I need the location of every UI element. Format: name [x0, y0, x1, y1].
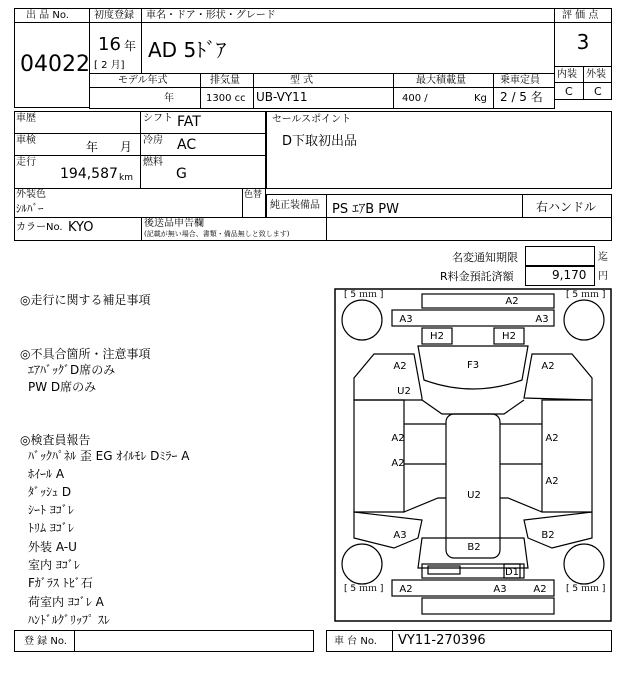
capacity-label: 乗車定員 [500, 75, 540, 86]
sales-point-label: セールスポイント [272, 114, 352, 125]
defect-line: PW D席のみ [28, 380, 97, 394]
mark-headlight-right: H2 [502, 331, 516, 342]
model-year-value: 年 [164, 93, 174, 104]
mark-front-right: A3 [535, 314, 549, 325]
inspector-line: ﾀﾞｯｼｭ D [28, 485, 72, 499]
defect-line: ｴｱﾊﾞｯｸﾞD席のみ [28, 363, 116, 377]
name-change-label: 名変通知期限 [452, 251, 518, 264]
inspector-line: ｼｰﾄ ﾖｺﾞﾚ [28, 503, 74, 517]
mark-door-rl: A2 [391, 458, 405, 469]
mark-front-bumper: A2 [505, 296, 519, 307]
displacement-label: 排気量 [210, 75, 240, 86]
mark-quarter-left: A3 [393, 530, 407, 541]
sales-point-value: D下取初出品 [282, 134, 358, 149]
reg-no-label: 登 録 No. [24, 636, 67, 647]
mark-rear-bumper-c: A3 [493, 584, 507, 595]
inspector-line: ﾎｲｰﾙ A [28, 467, 65, 481]
color-no-label: カラーNo. [16, 222, 63, 233]
driving-header: ◎走行に関する補足事項 [20, 293, 151, 307]
shipping-label: 後送品申告欄 [144, 218, 204, 229]
equipment-value: PS ｴｱB PW [332, 202, 399, 217]
inspector-line: ﾊﾝﾄﾞﾙｸﾞﾘｯﾌﾟ ｽﾚ [28, 613, 110, 627]
mark-headlight-left: H2 [430, 331, 444, 342]
fuel-label: 燃料 [143, 157, 163, 168]
max-load-label: 最大積載量 [416, 75, 466, 86]
mileage-label: 走行 [16, 157, 36, 168]
steering-value: 右ハンドル [536, 200, 597, 214]
inspector-line: ﾄﾘﾑ ﾖｺﾞﾚ [28, 521, 74, 535]
ext-color-value: ｼﾙﾊﾞｰ [16, 202, 44, 215]
ac-value: AC [177, 137, 197, 153]
inspector-line: ﾊﾞｯｸﾊﾟﾈﾙ 歪 EG ｵｲﾙﾓﾚ Dﾐﾗｰ A [28, 449, 190, 463]
chassis-value: VY11-270396 [398, 633, 486, 648]
mileage-unit: km [119, 173, 133, 183]
mileage-value: 194,587 [60, 166, 118, 182]
inspector-line: Fｶﾞﾗｽ ﾄﾋﾞ石 [28, 576, 93, 590]
mark-pillar-left: U2 [397, 386, 411, 397]
mark-door-fl: A2 [391, 433, 405, 444]
color-no-value: KYO [68, 220, 94, 235]
reg-month: [ 2 月] [94, 60, 125, 71]
car-diagram [334, 288, 612, 622]
shift-label: シフト [143, 113, 173, 124]
mark-rear-lamp: D1 [504, 567, 520, 578]
recycle-unit: 円 [598, 271, 608, 282]
max-load-value: 400 / [402, 93, 428, 104]
history-label: 車歴 [16, 113, 36, 124]
right-blank-box [326, 217, 612, 241]
displacement-value: 1300 cc [206, 93, 246, 104]
car-info-label: 車名・ドア・形状・グレード [146, 10, 276, 21]
grade-label: 評 価 点 [562, 10, 599, 21]
mark-fender-right: A2 [541, 361, 555, 372]
shift-value: FAT [177, 114, 201, 130]
max-load-unit: Kg [474, 93, 487, 104]
tire-label: [ 5 ｍｍ ] [566, 584, 606, 594]
exterior-grade: C [594, 85, 602, 98]
inspector-header: ◎検査員報告 [20, 433, 91, 447]
mark-fender-left: A2 [393, 361, 407, 372]
type-value: UB-VY11 [256, 90, 308, 104]
ac-label: 冷房 [143, 135, 163, 146]
lot-label: 出 品 No. [26, 10, 69, 21]
equipment-label: 純正装備品 [270, 200, 320, 211]
lot-number: 04022 [20, 52, 90, 77]
defects-header: ◎不具合箇所・注意事項 [20, 347, 151, 361]
capacity-value: 2 / 5 名 [500, 90, 543, 104]
tire-label: [ 5 ｍｍ ] [344, 290, 384, 300]
tire-label: [ 5 ｍｍ ] [344, 584, 384, 594]
recycle-value: 9,170 [552, 268, 587, 282]
type-label: 型 式 [290, 75, 314, 86]
inspector-line: 室内 ﾖｺﾞﾚ [28, 558, 80, 572]
recycle-label: R料金預託済額 [440, 270, 514, 283]
reg-year: 16 [98, 34, 121, 55]
interior-grade: C [565, 85, 573, 98]
mark-roof: U2 [467, 490, 481, 501]
model-year-label: モデル年式 [118, 75, 168, 86]
first-reg-label: 初度登録 [94, 10, 134, 21]
ext-color-label: 外装色 [16, 189, 46, 200]
chassis-label: 車 台 No. [334, 636, 377, 647]
mark-front-left: A3 [399, 314, 413, 325]
exterior-label: 外装 [586, 69, 606, 80]
mark-door-fr: A2 [545, 433, 559, 444]
mark-door-rr: A2 [545, 476, 559, 487]
mark-rear-bumper-r: A2 [533, 584, 547, 595]
color-change-label: 色替 [244, 190, 263, 200]
mark-rear-gate: B2 [467, 542, 481, 553]
mark-quarter-right: B2 [541, 530, 555, 541]
fuel-value: G [176, 166, 187, 182]
grade-value: 3 [576, 30, 590, 54]
inspector-line: 荷室内 ﾖｺﾞﾚ A [28, 595, 104, 609]
inspection-label: 車検 [16, 135, 36, 146]
mark-hood: F3 [466, 360, 480, 371]
inspection-value: 年 月 [86, 140, 132, 154]
inspector-line: 外装 A-U [28, 540, 77, 554]
name-change-box [525, 246, 595, 266]
year-unit: 年 [124, 39, 137, 53]
name-change-unit: 迄 [598, 252, 608, 263]
shipping-note: (記載が無い場合、書類・備品無しと致します) [144, 230, 290, 238]
interior-label: 内装 [557, 69, 577, 80]
tire-label: [ 5 ｍｍ ] [566, 290, 606, 300]
mark-rear-bumper-l: A2 [399, 584, 413, 595]
car-name: AD 5ﾄﾞｱ [148, 38, 227, 62]
ext-color-box [14, 188, 266, 218]
